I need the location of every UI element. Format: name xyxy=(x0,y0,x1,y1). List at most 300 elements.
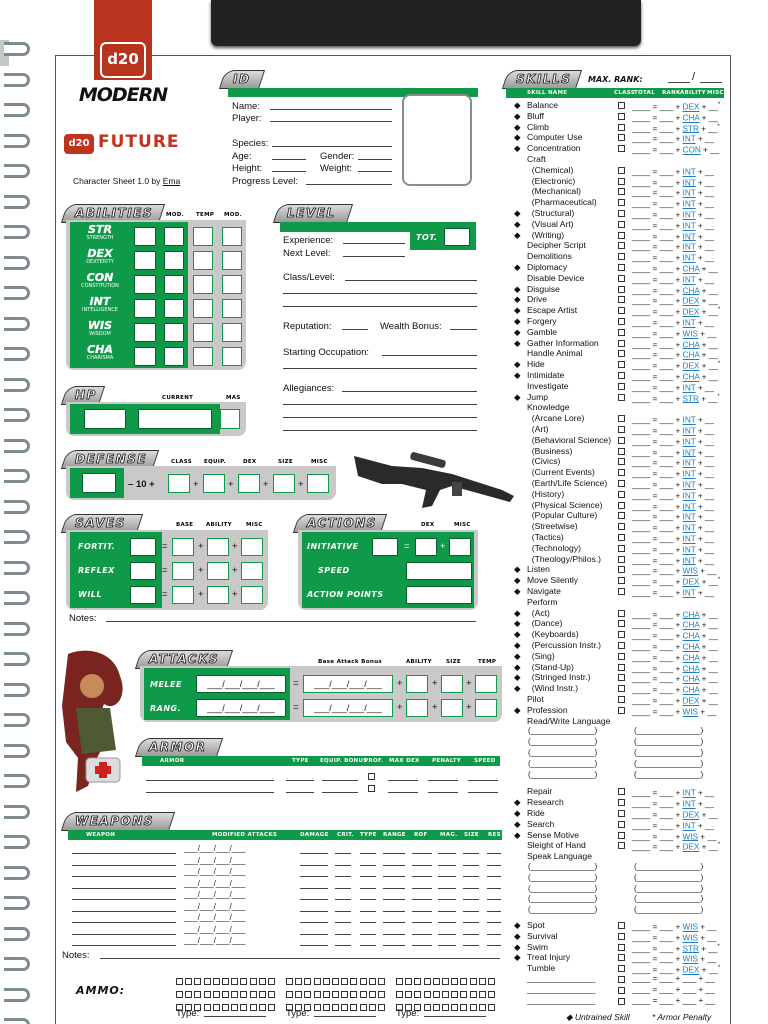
skill-formula[interactable]: ____ = ___ + INT + __ xyxy=(632,318,715,328)
skill-formula[interactable]: ____ = ___ + INT + __ xyxy=(632,459,715,469)
skill-formula[interactable]: ____ = ___ + ___ + __ xyxy=(632,984,715,994)
skill-formula[interactable]: ____ = ___ + CHA + __ xyxy=(632,264,718,274)
class-skill-checkbox[interactable] xyxy=(618,631,625,638)
language-blank[interactable]: (______________) xyxy=(634,769,704,779)
speed-box[interactable] xyxy=(406,562,472,580)
class-skill-checkbox[interactable] xyxy=(618,113,625,120)
skill-formula[interactable]: ____ = ___ + ___ + __ xyxy=(632,995,715,1005)
skill-formula[interactable]: ____ = ___ + INT + __ xyxy=(632,135,715,145)
defense-component-box[interactable] xyxy=(307,474,329,493)
binding-ring xyxy=(4,500,30,514)
skill-formula[interactable]: ____ = ___ + INT + __ xyxy=(632,167,715,177)
skill-formula[interactable]: ____ = ___ + INT + __ xyxy=(632,480,715,490)
skill-formula[interactable]: ____ = ___ + STR + __* xyxy=(632,943,720,954)
ability-mod-box[interactable] xyxy=(164,323,184,342)
skill-formula[interactable]: ____ = ___ + DEX + __* xyxy=(632,965,721,975)
base-attack-box[interactable]: ___/___/___/___ xyxy=(303,699,393,717)
language-blank[interactable]: (______________) xyxy=(634,872,704,882)
skill-formula[interactable]: ____ = ___ + DEX + __* xyxy=(632,577,721,587)
skill-formula[interactable]: ____ = ___ + CHA + __ xyxy=(632,621,718,631)
class-skill-checkbox[interactable] xyxy=(618,286,625,293)
save-ability-box[interactable] xyxy=(207,562,229,580)
class-skill-checkbox[interactable] xyxy=(618,685,625,692)
skill-diamond: ◆ xyxy=(514,121,521,132)
class-skill-checkbox[interactable] xyxy=(618,188,625,195)
ammo-track[interactable] xyxy=(286,985,387,994)
skill-diamond: ◆ xyxy=(514,797,521,808)
weapon-attacks[interactable]: ___/___/___/___ xyxy=(184,913,246,922)
class-skill-checkbox[interactable] xyxy=(618,350,625,357)
portrait-box[interactable] xyxy=(402,94,472,186)
class-skill-checkbox[interactable] xyxy=(618,566,625,573)
temp-mod-box[interactable] xyxy=(222,251,242,270)
skill-formula[interactable]: ____ = ___ + STR + __* xyxy=(632,123,720,134)
save-reflex: REFLEX xyxy=(78,566,115,575)
skill-formula[interactable]: ____ = ___ + INT + __ xyxy=(632,545,715,555)
class-skill-checkbox[interactable] xyxy=(618,832,625,839)
class-skill-checkbox[interactable] xyxy=(618,383,625,390)
class-skill-checkbox[interactable] xyxy=(618,588,625,595)
skill-name: Concentration xyxy=(527,143,581,154)
language-blank[interactable]: (______________) xyxy=(528,769,598,779)
skill-formula[interactable]: ____ = ___ + CON + __ xyxy=(632,145,720,155)
class-skill-checkbox[interactable] xyxy=(618,987,625,994)
weapon-name-line[interactable] xyxy=(72,945,176,946)
skill-diamond: ◆ xyxy=(514,100,521,110)
binding-ring xyxy=(4,1018,30,1024)
temp-score-box[interactable] xyxy=(193,275,213,294)
skill-formula[interactable]: ____ = ___ + INT + __ xyxy=(632,199,715,209)
skill-formula[interactable]: ____ = ___ + INT + __ xyxy=(632,189,715,199)
binding-ring xyxy=(4,378,30,392)
author-link[interactable]: Ema xyxy=(162,176,181,186)
defense-component-box[interactable] xyxy=(203,474,225,493)
skill-formula[interactable]: ____ = ___ + INT + __ xyxy=(632,523,715,533)
class-skill-checkbox[interactable] xyxy=(618,965,625,972)
temp-score-box[interactable] xyxy=(193,347,213,366)
class-skill-checkbox[interactable] xyxy=(618,329,625,336)
base-attack-box[interactable]: ___/___/___/___ xyxy=(303,675,393,693)
weapon-name-line[interactable] xyxy=(72,911,176,912)
skill-formula[interactable]: ____ = ___ + INT + __ xyxy=(632,253,715,263)
skill-name: Decipher Script xyxy=(527,240,586,251)
weapon-attacks[interactable]: ___/___/___/___ xyxy=(184,890,246,899)
skill-formula[interactable]: ____ = ___ + INT + __ xyxy=(632,243,715,253)
class-skill-checkbox[interactable] xyxy=(618,556,625,563)
attack-size-box[interactable] xyxy=(441,675,463,693)
skill-formula[interactable]: ____ = ___ + WIS + __ xyxy=(632,567,717,577)
ability-mod-box[interactable] xyxy=(164,227,184,246)
weapon-name-line[interactable] xyxy=(72,888,176,889)
skill-formula[interactable]: ____ = ___ + INT + __ xyxy=(632,232,715,242)
class-skill-checkbox[interactable] xyxy=(618,620,625,627)
skill-formula[interactable]: ____ = ___ + WIS + __ xyxy=(632,329,717,339)
language-blank[interactable]: (______________) xyxy=(634,894,704,904)
language-blank[interactable]: (______________) xyxy=(634,748,704,757)
language-blank[interactable]: (______________) xyxy=(528,905,598,915)
skill-formula[interactable]: ____ = ___ + DEX + __* xyxy=(632,307,721,317)
ammo-track[interactable] xyxy=(396,985,497,994)
class-skill-checkbox[interactable] xyxy=(618,232,625,239)
skill-formula[interactable]: ____ = ___ + INT + __ xyxy=(632,789,715,799)
ammo-label: AMMO: xyxy=(76,984,126,997)
temp-score-box[interactable] xyxy=(193,227,213,246)
skill-formula[interactable]: ____ = ___ + DEX + __* xyxy=(632,102,721,112)
skill-name: Bluff xyxy=(527,110,545,121)
armor-proficient-checkbox[interactable] xyxy=(368,773,375,780)
modern-wordmark: MODERN xyxy=(78,84,168,106)
skill-formula[interactable]: ____ = ___ + CHA + __ xyxy=(632,610,718,620)
ability-score-box[interactable] xyxy=(134,275,156,294)
weapon-name-line[interactable] xyxy=(72,922,176,923)
class-skill-checkbox[interactable] xyxy=(618,448,625,455)
skill-name: Tumble xyxy=(527,963,556,974)
skill-formula[interactable]: ____ = ___ + INT + __ xyxy=(632,534,715,544)
defense-component-box[interactable] xyxy=(168,474,190,493)
next-level-label: Next Level: xyxy=(283,248,331,259)
skill-name: (Streetwise) xyxy=(527,521,578,532)
weapon-attacks[interactable]: ___/___/___/___ xyxy=(184,924,246,934)
class-skill-checkbox[interactable] xyxy=(618,134,625,141)
hp-total-box[interactable] xyxy=(84,409,126,429)
species-label: Species: xyxy=(232,138,269,149)
class-skill-checkbox[interactable] xyxy=(618,242,625,249)
skill-diamond: ◆ xyxy=(514,326,521,337)
skill-formula[interactable]: ____ = ___ + WIS + __ xyxy=(632,922,717,932)
attack-size-box[interactable] xyxy=(441,699,463,717)
initiative-misc-box[interactable] xyxy=(449,538,471,556)
notes-label: Notes: xyxy=(69,613,97,624)
class-skill-checkbox[interactable] xyxy=(618,253,625,260)
hp-current-box[interactable] xyxy=(138,409,212,429)
temp-score-box[interactable] xyxy=(193,299,213,318)
save-total-box[interactable] xyxy=(130,538,156,556)
custom-skill-blank[interactable]: _______________ xyxy=(527,974,596,983)
skill-formula[interactable]: ____ = ___ + CHA + __ xyxy=(632,631,718,641)
class-skill-checkbox[interactable] xyxy=(618,210,625,217)
class-skill-checkbox[interactable] xyxy=(618,145,625,152)
attack-ability-box[interactable] xyxy=(406,699,428,717)
class-skill-checkbox[interactable] xyxy=(618,178,625,185)
language-blank[interactable]: (______________) xyxy=(528,862,598,871)
class-skill-checkbox[interactable] xyxy=(618,491,625,498)
melee-total-box[interactable]: ___/___/___/___ xyxy=(196,675,286,693)
save-base-box[interactable] xyxy=(172,562,194,580)
weapon-attacks[interactable]: ___/___/___/___ xyxy=(184,878,246,888)
ammo-track[interactable] xyxy=(396,998,497,1007)
temp-mod-box[interactable] xyxy=(222,275,242,294)
class-skill-checkbox[interactable] xyxy=(618,545,625,552)
ammo-type-label: Type: xyxy=(176,1008,200,1019)
class-skill-checkbox[interactable] xyxy=(618,340,625,347)
ability-score-box[interactable] xyxy=(134,227,156,246)
skill-formula[interactable]: ____ = ___ + INT + __ xyxy=(632,415,715,425)
class-skill-checkbox[interactable] xyxy=(618,480,625,487)
save-misc-box[interactable] xyxy=(241,586,263,604)
weapon-attacks[interactable]: ___/___/___/___ xyxy=(184,901,246,911)
skill-name: (Business) xyxy=(527,445,573,456)
reputation-label: Reputation: xyxy=(283,321,332,332)
ability-score-box[interactable] xyxy=(134,251,156,270)
weapon-attacks[interactable]: ___/___/___/___ xyxy=(184,855,246,865)
skill-name: (Dance) xyxy=(527,618,563,629)
class-skill-checkbox[interactable] xyxy=(618,788,625,795)
save-misc-box[interactable] xyxy=(241,538,263,556)
class-skill-checkbox[interactable] xyxy=(618,394,625,401)
save-base-box[interactable] xyxy=(172,538,194,556)
skill-formula[interactable]: ____ = ___ + INT + __ xyxy=(632,821,715,831)
ammo-track[interactable] xyxy=(286,998,387,1007)
class-skill-checkbox[interactable] xyxy=(618,954,625,961)
skill-diamond: ◆ xyxy=(514,629,521,640)
binding-ring xyxy=(4,317,30,331)
class-skill-checkbox[interactable] xyxy=(618,512,625,519)
class-skill-checkbox[interactable] xyxy=(618,922,625,929)
skill-formula[interactable]: ____ = ___ + DEX + __ xyxy=(632,696,718,706)
skill-formula[interactable]: ____ = ___ + CHA + __ xyxy=(632,642,718,652)
binding-ring xyxy=(4,225,30,239)
initiative-total-box[interactable] xyxy=(372,538,398,556)
class-skill-checkbox[interactable] xyxy=(618,502,625,509)
class-skill-checkbox[interactable] xyxy=(618,415,625,422)
save-total-box[interactable] xyxy=(130,562,156,580)
class-skill-checkbox[interactable] xyxy=(618,944,625,951)
skill-name: (Writing) xyxy=(527,229,565,240)
language-blank[interactable]: (______________) xyxy=(528,748,598,757)
skill-formula[interactable]: ____ = ___ + WIS + __ xyxy=(632,707,717,717)
save-ability-box[interactable] xyxy=(207,538,229,556)
class-skill-checkbox[interactable] xyxy=(618,821,625,828)
id-tab: ID xyxy=(219,70,265,89)
skill-formula[interactable]: ____ = ___ + INT + __ xyxy=(632,448,715,458)
hp-mas-box[interactable] xyxy=(220,409,240,429)
class-skill-checkbox[interactable] xyxy=(618,264,625,271)
language-blank[interactable]: (______________) xyxy=(634,883,704,893)
class-skill-checkbox[interactable] xyxy=(618,102,625,109)
skill-formula[interactable]: ____ = ___ + INT + __ xyxy=(632,221,715,231)
ammo-track[interactable] xyxy=(176,998,277,1007)
total-xp-box[interactable] xyxy=(444,228,470,246)
class-skill-checkbox[interactable] xyxy=(618,275,625,282)
skill-name: (Chemical) xyxy=(527,164,574,175)
skill-formula[interactable]: ____ = ___ + INT + __ xyxy=(632,383,715,393)
skill-name: (Behavioral Science) xyxy=(527,434,612,445)
language-blank[interactable]: (______________) xyxy=(528,737,598,747)
save-base-box[interactable] xyxy=(172,586,194,604)
save-misc-box[interactable] xyxy=(241,562,263,580)
ability-score-box[interactable] xyxy=(134,323,156,342)
language-blank[interactable]: (______________) xyxy=(528,726,598,736)
ability-mod-box[interactable] xyxy=(164,347,184,366)
weapon-name-line[interactable] xyxy=(72,899,176,900)
skill-name: (Percussion Instr.) xyxy=(527,640,602,650)
skill-diamond: ◆ xyxy=(514,941,521,952)
class-skill-checkbox[interactable] xyxy=(618,361,625,368)
skill-formula[interactable]: ____ = ___ + ___ + __ xyxy=(632,974,715,983)
skill-diamond: ◆ xyxy=(514,607,521,618)
weapon-attacks[interactable]: ___/___/___/___ xyxy=(184,867,246,876)
skill-formula[interactable]: ____ = ___ + WIS + __ xyxy=(632,832,717,842)
ability-cha: CHA CHARISMA xyxy=(86,343,114,361)
attack-ability-box[interactable] xyxy=(406,675,428,693)
class-skill-checkbox[interactable] xyxy=(618,799,625,806)
temp-mod-box[interactable] xyxy=(222,227,242,246)
ability-mod-box[interactable] xyxy=(164,299,184,318)
class-skill-checkbox[interactable] xyxy=(618,653,625,660)
language-blank[interactable]: (______________) xyxy=(634,758,704,768)
ranged-total-box[interactable]: ___/___/___/___ xyxy=(196,699,286,717)
skill-formula[interactable]: ____ = ___ + STR + __* xyxy=(632,393,720,404)
skill-diamond: ◆ xyxy=(514,262,521,272)
class-skill-checkbox[interactable] xyxy=(618,372,625,379)
armor-penalty-legend: * Armor Penalty xyxy=(652,1012,712,1022)
temp-mod-box[interactable] xyxy=(222,347,242,366)
ammo-track[interactable] xyxy=(396,972,497,981)
action-points-box[interactable] xyxy=(406,586,472,604)
language-blank[interactable]: (______________) xyxy=(634,905,704,915)
skill-formula[interactable]: ____ = ___ + INT + __ xyxy=(632,275,715,285)
class-skill-checkbox[interactable] xyxy=(618,664,625,671)
skill-formula[interactable]: ____ = ___ + DEX + __* xyxy=(632,842,721,853)
attack-temp-box[interactable] xyxy=(475,699,497,717)
skill-formula[interactable]: ____ = ___ + INT + __ xyxy=(632,588,715,598)
temp-score-box[interactable] xyxy=(193,323,213,342)
skill-formula[interactable]: ____ = ___ + CHA + __ xyxy=(632,653,718,663)
language-blank[interactable]: (______________) xyxy=(528,883,598,893)
language-blank[interactable]: (______________) xyxy=(528,758,598,768)
ability-wis: WIS WISDOM xyxy=(87,319,113,337)
temp-mod-box[interactable] xyxy=(222,323,242,342)
weapon-attacks[interactable]: ___/___/___/___ xyxy=(184,844,246,853)
weapon-name-line[interactable] xyxy=(72,876,176,877)
language-blank[interactable]: (______________) xyxy=(528,894,598,904)
initiative-dex-box[interactable] xyxy=(415,538,437,556)
skill-formula[interactable]: ____ = ___ + CHA + __ xyxy=(632,675,718,685)
ammo-track[interactable] xyxy=(176,972,277,981)
skill-formula[interactable]: ____ = ___ + DEX + __ xyxy=(632,297,718,307)
skill-name: (Mechanical) xyxy=(527,186,581,197)
class-skill-checkbox[interactable] xyxy=(618,933,625,940)
skill-formula[interactable]: ____ = ___ + INT + __ xyxy=(632,210,715,220)
ammo-track[interactable] xyxy=(176,985,277,994)
class-skill-checkbox[interactable] xyxy=(618,199,625,206)
skill-name: Disguise xyxy=(527,283,560,294)
save-ability-box[interactable] xyxy=(207,586,229,604)
class-skill-checkbox[interactable] xyxy=(618,307,625,314)
skill-diamond: ◆ xyxy=(514,391,521,402)
language-blank[interactable]: (______________) xyxy=(634,726,704,736)
class-skill-checkbox[interactable] xyxy=(618,469,625,476)
save-total-box[interactable] xyxy=(130,586,156,604)
ability-mod-box[interactable] xyxy=(164,275,184,294)
class-skill-checkbox[interactable] xyxy=(618,842,625,849)
skill-diamond: ◆ xyxy=(514,808,521,818)
ability-mod-box[interactable] xyxy=(164,251,184,270)
class-skill-checkbox[interactable] xyxy=(618,707,625,714)
temp-mod-box[interactable] xyxy=(222,299,242,318)
language-blank[interactable]: (______________) xyxy=(528,872,598,882)
skill-formula[interactable]: ____ = ___ + CHA + __ xyxy=(632,113,718,123)
class-skill-checkbox[interactable] xyxy=(618,318,625,325)
class-skill-checkbox[interactable] xyxy=(618,577,625,584)
skill-formula[interactable]: ____ = ___ + INT + __ xyxy=(632,426,715,436)
custom-skill-blank[interactable]: _______________ xyxy=(527,995,596,1005)
skill-formula[interactable]: ____ = ___ + CHA + __ xyxy=(632,372,718,382)
class-skill-checkbox[interactable] xyxy=(618,696,625,703)
skill-formula[interactable]: ____ = ___ + DEX + __ xyxy=(632,810,718,820)
skill-formula[interactable]: ____ = ___ + INT + __ xyxy=(632,491,715,501)
class-skill-checkbox[interactable] xyxy=(618,167,625,174)
ammo-type-label: Type: xyxy=(396,1008,420,1019)
class-skill-checkbox[interactable] xyxy=(618,124,625,131)
class-skill-checkbox[interactable] xyxy=(618,296,625,303)
class-skill-checkbox[interactable] xyxy=(618,810,625,817)
class-skill-checkbox[interactable] xyxy=(618,976,625,983)
attack-temp-box[interactable] xyxy=(475,675,497,693)
ammo-type-label: Type: xyxy=(286,1008,310,1019)
class-skill-checkbox[interactable] xyxy=(618,437,625,444)
skill-name: (Physical Science) xyxy=(527,499,603,510)
skill-diamond: ◆ xyxy=(514,305,521,316)
skill-diamond: ◆ xyxy=(514,110,521,121)
class-skill-checkbox[interactable] xyxy=(618,426,625,433)
skill-formula[interactable]: ____ = ___ + DEX + __* xyxy=(632,361,721,371)
class-skill-checkbox[interactable] xyxy=(618,523,625,530)
skill-formula[interactable]: ____ = ___ + CHA + __ xyxy=(632,664,718,674)
defense-total-box[interactable] xyxy=(82,473,116,493)
class-skill-checkbox[interactable] xyxy=(618,221,625,228)
weapon-name-line[interactable] xyxy=(72,853,176,854)
skill-formula[interactable]: ____ = ___ + INT + __ xyxy=(632,469,715,479)
skill-formula[interactable]: ____ = ___ + INT + __ xyxy=(632,178,715,188)
skill-name: Navigate xyxy=(527,586,561,596)
defense-component-box[interactable] xyxy=(238,474,260,493)
skill-formula[interactable]: ____ = ___ + INT + __ xyxy=(632,799,715,809)
skill-name: Craft xyxy=(527,154,546,164)
skill-formula[interactable]: ____ = ___ + INT + __ xyxy=(632,502,715,512)
armor-proficient-checkbox[interactable] xyxy=(368,785,375,792)
skill-formula[interactable]: ____ = ___ + CHA + __ xyxy=(632,340,718,350)
ability-score-box[interactable] xyxy=(134,299,156,318)
skill-formula[interactable]: ____ = ___ + INT + __ xyxy=(632,437,715,447)
skill-formula[interactable]: ____ = ___ + CHA + __ xyxy=(632,351,718,361)
language-blank[interactable]: (______________) xyxy=(634,737,704,747)
skill-formula[interactable]: ____ = ___ + WIS + __ xyxy=(632,933,717,943)
custom-skill-blank[interactable]: _______________ xyxy=(527,984,596,994)
class-skill-checkbox[interactable] xyxy=(618,674,625,681)
language-blank[interactable]: (______________) xyxy=(634,862,704,871)
class-skill-checkbox[interactable] xyxy=(618,642,625,649)
skill-formula[interactable]: ____ = ___ + CHA + __ xyxy=(632,286,718,296)
class-skill-checkbox[interactable] xyxy=(618,610,625,617)
class-skill-checkbox[interactable] xyxy=(618,458,625,465)
class-skill-checkbox[interactable] xyxy=(618,534,625,541)
skill-formula[interactable]: ____ = ___ + INT + __ xyxy=(632,556,715,566)
binding-ring xyxy=(4,805,30,819)
defense-component-box[interactable] xyxy=(273,474,295,493)
skill-diamond: ◆ xyxy=(514,920,521,930)
weapon-name-line[interactable] xyxy=(72,865,176,866)
skill-formula[interactable]: ____ = ___ + WIS + __ xyxy=(632,955,717,965)
weapon-name-line[interactable] xyxy=(72,934,176,935)
ammo-track[interactable] xyxy=(286,972,387,981)
skill-formula[interactable]: ____ = ___ + INT + __ xyxy=(632,513,715,523)
temp-score-box[interactable] xyxy=(193,251,213,270)
ability-score-box[interactable] xyxy=(134,347,156,366)
skill-formula[interactable]: ____ = ___ + CHA + __ xyxy=(632,685,718,695)
weapon-attacks[interactable]: ___/___/___/___ xyxy=(184,936,246,945)
class-skill-checkbox[interactable] xyxy=(618,998,625,1005)
